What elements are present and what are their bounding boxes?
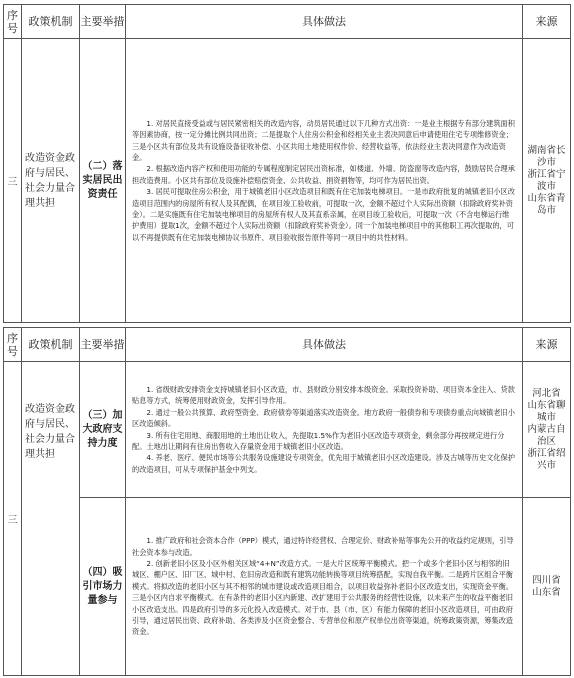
- header-measure: 主要举措: [80, 328, 126, 362]
- policy-table-part1: [3, 4, 571, 323]
- header-seq: 序号: [4, 5, 22, 39]
- row-detail: [126, 362, 523, 498]
- detail-paragraph: 2. 创新老旧小区及小区外相关区域“4+N”改造方式。一是大片区统筹平衡模式。把一个或多个老旧小区与相邻的旧城区、棚户区、旧厂区、城中村、危旧房改造和既有建筑功能转换等项目统筹搭配，实现自我平衡。二是跨片区组合平衡模式。将拟改造的老旧小区与其不相邻的城市建设或改造项目组合，以项目收益弥补老旧小区改造支出，实现资金平衡。三是小区内自求平衡模式。在有条件的老旧小区内新建、改扩建用于公共服务的经营性设施，以未来产生的收益平衡老旧小区改造支出。四是政府引导的多元化投入改造模式。对于市、县（市、区）有能力保障的老旧小区改造项目，可由政府引导，通过居民出资、政府补助、各类涉及小区资金整合、专营单位和原产权单位出资等渠道，统筹政策资源，筹集改造资金。: [132, 558, 513, 637]
- header-source: 来源: [523, 328, 571, 362]
- row-policy: 改造资金政府与居民、社会力量合理共担: [22, 362, 80, 676]
- header-detail: 具体做法: [126, 328, 523, 362]
- row-policy: 改造资金政府与居民、社会力量合理共担: [22, 39, 80, 323]
- row-source: 四川省 山东省: [523, 498, 571, 676]
- header-detail: 具体做法: [126, 5, 523, 39]
- row-detail: [126, 498, 523, 676]
- row-measure: （三）加大政府支持力度: [80, 362, 126, 498]
- table-row: [4, 39, 571, 323]
- table-header-row: [4, 5, 571, 39]
- row-source: 河北省 山东省聊城市 内蒙古自治区 浙江省绍兴市: [523, 362, 571, 498]
- detail-paragraph: 2. 通过一般公共预算、政府型资金、政府债券等渠道落实改造资金。地方政府一般债券和专项债券重点向城镇老旧小区改造倾斜。: [132, 407, 515, 429]
- row-seq: 三: [4, 362, 22, 676]
- row-detail: [126, 39, 523, 323]
- detail-paragraph: 4. 养老、医疗、便民市场等公共服务设施建设专项资金，优先用于城镇老旧小区改造建设。涉及古城等历史文化保护的改造项目，可从专项保护基金中列支。: [132, 453, 515, 474]
- header-policy: 政策机制: [22, 328, 80, 362]
- table-header-row: [4, 328, 571, 362]
- table-row: [4, 362, 571, 498]
- row-measure: （四）吸引市场力量参与: [80, 498, 126, 676]
- detail-paragraph: 1. 对居民直接受益或与居民紧密相关的改造内容，动员居民通过以下几种方式出资：一是业主根据专有部分建筑面积等因素协商，按一定分摊比例共同出资；二是提取个人住房公积金和经相关业主表决同意后申请使用住宅专项维修资金；三是小区共有部位及共有设施设备征收补偿、小区共用土地使用权作价、经营收益等，依法经业主表决同意作为改造资金。: [132, 118, 515, 162]
- table-row: [4, 498, 571, 676]
- header-seq: 序号: [4, 328, 22, 362]
- header-source: 来源: [523, 5, 571, 39]
- header-measure: 主要举措: [80, 5, 126, 39]
- row-measure: （二）落实居民出资责任: [80, 39, 126, 323]
- detail-paragraph: 3. 所有住宅用地、商服用地的土地出让收入，先提取1.5%作为老旧小区改造专项资金，剩余部分再按规定进行分配。土地出让期间有住房出售收入存量资金用于城镇老旧小区改造。: [132, 430, 505, 451]
- detail-paragraph: 3. 居民可提取住房公积金，用于城镇老旧小区改造项目和既有住宅加装电梯项目。一是市政府批复的城镇老旧小区改造项目范围内的房屋所有权人及其配偶，在项目竣工验收前，可提取一次，金额不超过个人实际出资额（扣除政府奖补资金）。二是实施既有住宅加装电梯项目的房屋所有权人及其直系亲属，在项目竣工验收后，可提取一次（不含电梯运行维护费用）提取1次，金额不超过个人实际出资额（扣除政府奖补资金）。同一个加装电梯项目中的其他职工再次提取的，可以不再提供既有住宅加装电梯协议书原件、项目验收报告原件等同一项目中的共性材料。: [132, 187, 515, 242]
- detail-paragraph: 2. 根据改造内容产权和使用功能的专属程度制定居民出资标准，如楼道、外墙、防盗窗等改造内容，鼓励居民合理承担改造费用。小区共有部位及设施补偿赔偿资金、公共收益、捐资捐物等，均可作为居民出资。: [132, 164, 515, 185]
- row-seq: 三: [4, 39, 22, 323]
- header-policy: 政策机制: [22, 5, 80, 39]
- detail-paragraph: 1. 省级财政安排资金支持城镇老旧小区改造，市、县财政分别安排本级资金。采取投资补助、项目资本金注入、贷款贴息等方式，统筹使用财政资金，发挥引导作用。: [132, 384, 515, 406]
- policy-table-part2: [3, 327, 571, 676]
- row-source: 湖南省长沙市 浙江省宁波市 山东省青岛市: [523, 39, 571, 323]
- detail-paragraph: 1. 推广政府和社会资本合作（PPP）模式，通过特许经营权、合理定价、财政补贴等事先公开的收益约定规则，引导社会资本参与改造。: [132, 536, 514, 557]
